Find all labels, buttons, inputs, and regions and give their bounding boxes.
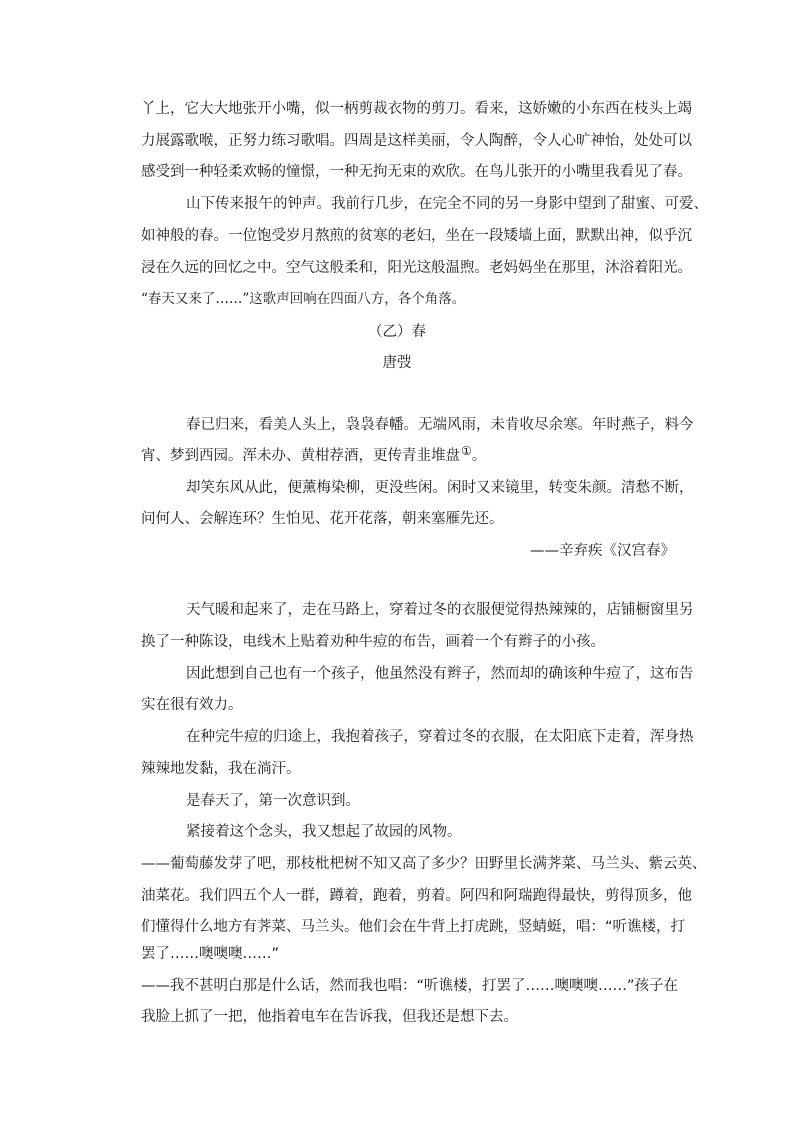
passage-c-p4: 是春天了，第一次意识到。 (186, 793, 360, 809)
poem-line-1: 春已归来，看美人头上，袅袅春幡。无端风雨，未肯收尽余寒。年时燕子，料今 (186, 417, 694, 433)
passage-c-p3-line-2: 辣辣地发黏，我在淌汗。 (141, 761, 301, 777)
poem-line-3: 却笑东风从此，便薰梅染柳，更没些闲。闲时又来镜里，转变朱颜。清愁不断， (186, 480, 694, 496)
passage-a-line-1: 丫上，它大大地张开小嘴，似一柄剪裁衣物的剪刀。看来，这娇嫩的小东西在枝头上竭 (141, 101, 692, 117)
passage-c-p3-line-1: 在种完牛痘的归途上，我抱着孩子，穿着过冬的衣服，在太阳底下走着，浑身热 (186, 729, 694, 745)
passage-b-author: 唐弢 (382, 355, 412, 371)
passage-a-para2-line-1: 山下传来报午的钟声。我前行几步，在完全不同的另一身影中望到了甜蜜、可爱、 (186, 196, 708, 212)
passage-c-p7-line-2: 我脸上抓了一把，他指着电车在告诉我，但我还是想下去。 (141, 1009, 518, 1025)
poem-line-2-end: 。 (471, 448, 487, 464)
passage-c-p6-line-3: 们懂得什么地方有荠菜、马兰头。他们会在牛背上打虎跳，竖蜻蜓，唱：“听谯楼，打 (141, 919, 686, 935)
passage-a-para2-line-2: 如神般的春。一位饱受岁月熬煎的贫寒的老妇，坐在一段矮墙上面，默默出神，似乎沉 (141, 228, 692, 244)
passage-c-p5: 紧接着这个念头，我又想起了故园的风物。 (186, 824, 462, 840)
passage-c-p6-line-4: 罢了……噢噢噢……” (141, 946, 280, 962)
poem-line-4: 问何人、会解连环？生怕见、花开花落，朝来塞雁先还。 (141, 511, 504, 527)
passage-a-line-2: 力展露歌喉，正努力练习歌唱。四周是这样美丽，令人陶醉，令人心旷神怡，处处可以 (141, 133, 692, 149)
passage-c-p6-line-1: ——葡萄藤发芽了吧，那枝枇杷树不知又高了多少？田野里长满荠菜、马兰头、紫云英、 (141, 856, 707, 872)
passage-c-p6-line-2: 油菜花。我们四五个人一群，蹲着，跑着，剪着。阿四和阿瑞跑得最快，剪得顶多，他 (141, 888, 692, 904)
passage-c-p2-line-1: 因此想到自己也有一个孩子，他虽然没有辫子，然而却的确该种牛痘了，这布告 (186, 666, 694, 682)
passage-a-para2-line-3: 浸在久远的回忆之中。空气这般柔和，阳光这般温煦。老妈妈坐在那里，沐浴着阳光。 (141, 260, 692, 276)
passage-a-quote-line: “春天又来了……”这歌声回响在四面八方，各个角落。 (141, 291, 466, 307)
footnote-mark: ① (461, 444, 472, 458)
poem-line-2 (141, 446, 675, 466)
passage-a-line-3: 感受到一种轻柔欢畅的憧憬，一种无拘无束的欢欣。在鸟儿张开的小嘴里我看见了春。 (141, 164, 692, 180)
passage-c-p1-line-2: 换了一种陈设，电线木上贴着劝种牛痘的布告，画着一个有辫子的小孩。 (141, 634, 605, 650)
passage-c-p1-line-1: 天气暖和起来了，走在马路上，穿着过冬的衣服便觉得热辣辣的，店铺橱窗里另 (186, 602, 694, 618)
passage-c-p7-line-1: ——我不甚明白那是什么话，然而我也唱：“听谯楼，打罢了……噢噢噢……”孩子在 (141, 978, 679, 994)
passage-c-p2-line-2: 实在很有效力。 (141, 697, 243, 713)
poem-line-2-text: 宵、梦到西园。浑未办、黄柑荐酒，更传青韭堆盘 (141, 448, 460, 464)
poem-attribution: ——辛弃疾《汉宫春》 (530, 543, 675, 559)
passage-b-title: （乙）春 (368, 324, 426, 340)
